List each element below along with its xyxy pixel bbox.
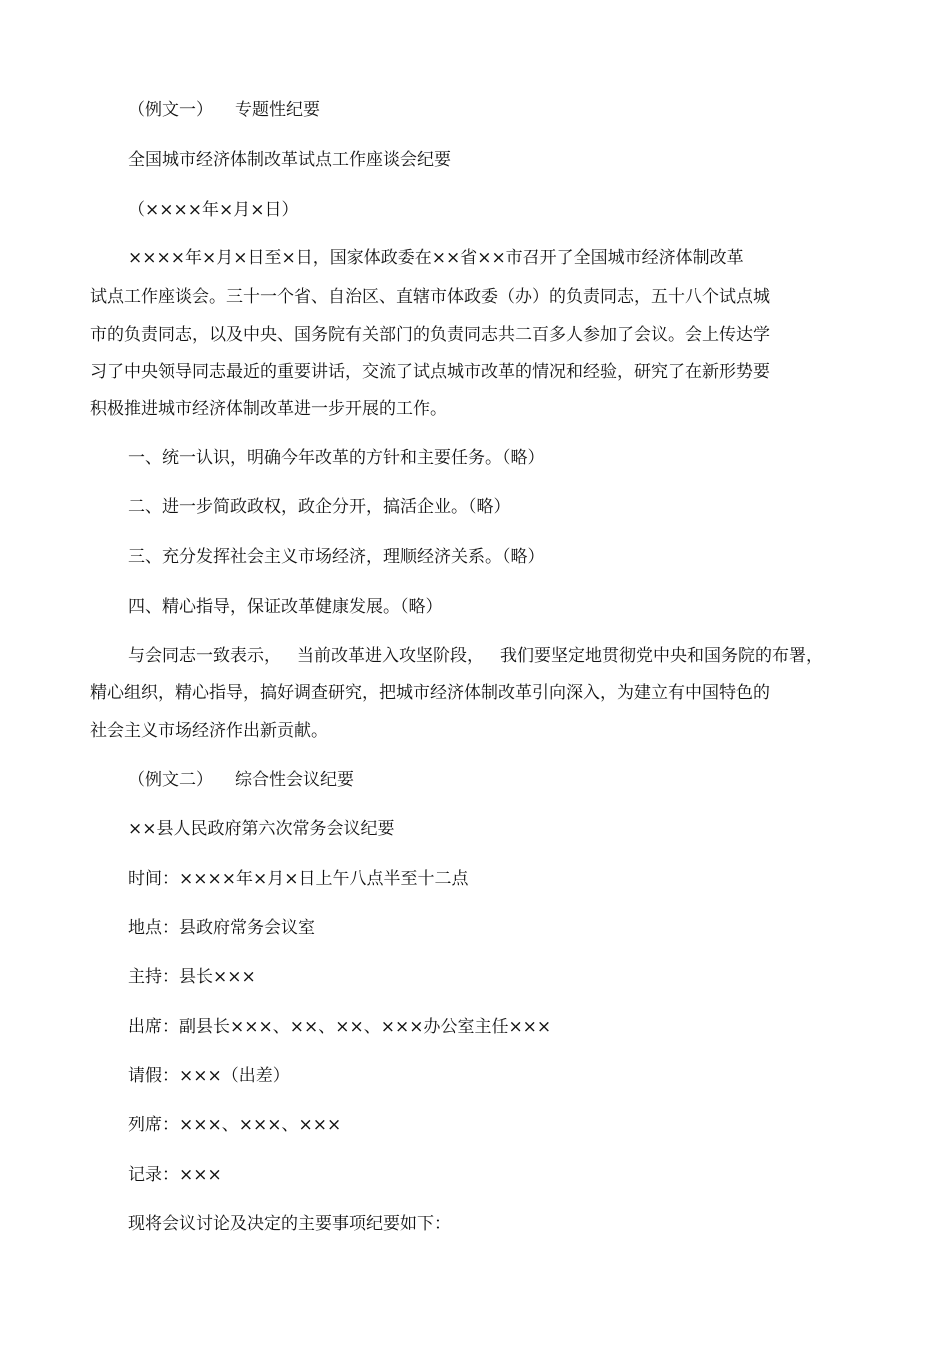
meta-host: 主持：县长××× (128, 967, 256, 987)
conclusion-line-1 (128, 645, 823, 667)
meta-recorder: 记录：××× (128, 1165, 222, 1185)
conclusion-line-2: 精心组织，精心指导，搞好调查研究，把城市经济体制改革引向深入，为建立有中国特色的 (90, 683, 770, 703)
example1-heading-line (128, 99, 320, 121)
meta-leave: 请假：×××（出差） (128, 1066, 290, 1086)
meta-attendees: 出席：副县长×××、××、××、×××办公室主任××× (128, 1017, 552, 1037)
example2-heading: （例文二） (128, 770, 213, 790)
conclusion-part-3: 我们要坚定地贯彻党中央和国务院的布署， (500, 646, 823, 666)
intro-line-2: 试点工作座谈会。三十一个省、自治区、直辖市体政委（办）的负责同志，五十八个试点城 (90, 287, 770, 307)
example1-heading: （例文一） (128, 100, 213, 120)
conclusion-line-3: 社会主义市场经济作出新贡献。 (90, 721, 328, 741)
example2-type: 综合性会议纪要 (235, 770, 354, 790)
point-3: 三、充分发挥社会主义市场经济，理顺经济关系。（略） (128, 547, 545, 567)
conclusion-part-2: 当前改革进入攻坚阶段， (297, 646, 484, 666)
closing-line: 现将会议讨论及决定的主要事项纪要如下： (128, 1214, 451, 1234)
point-2: 二、进一步简政政权，政企分开，搞活企业。（略） (128, 497, 511, 517)
point-1: 一、统一认识，明确今年改革的方针和主要任务。（略） (128, 448, 545, 468)
example1-date: （××××年×月×日） (128, 200, 299, 220)
meta-observers: 列席：×××、×××、××× (128, 1115, 342, 1135)
intro-line-5: 积极推进城市经济体制改革进一步开展的工作。 (90, 399, 447, 419)
example2-title: ××县人民政府第六次常务会议纪要 (128, 819, 395, 839)
example1-title: 全国城市经济体制改革试点工作座谈会纪要 (128, 150, 451, 170)
meta-time: 时间：××××年×月×日上午八点半至十二点 (128, 869, 469, 889)
intro-line-4: 习了中央领导同志最近的重要讲话，交流了试点城市改革的情况和经验，研究了在新形势要 (90, 362, 770, 382)
intro-line-3: 市的负责同志，以及中央、国务院有关部门的负责同志共二百多人参加了会议。会上传达学 (90, 325, 770, 345)
point-4: 四、精心指导，保证改革健康发展。（略） (128, 597, 443, 617)
intro-line-1: ××××年×月×日至×日，国家体政委在××省××市召开了全国城市经济体制改革 (128, 248, 744, 268)
conclusion-part-1: 与会同志一致表示， (128, 646, 281, 666)
example1-type: 专题性纪要 (235, 100, 320, 120)
example2-heading-line (128, 769, 354, 791)
meta-place: 地点：县政府常务会议室 (128, 918, 315, 938)
